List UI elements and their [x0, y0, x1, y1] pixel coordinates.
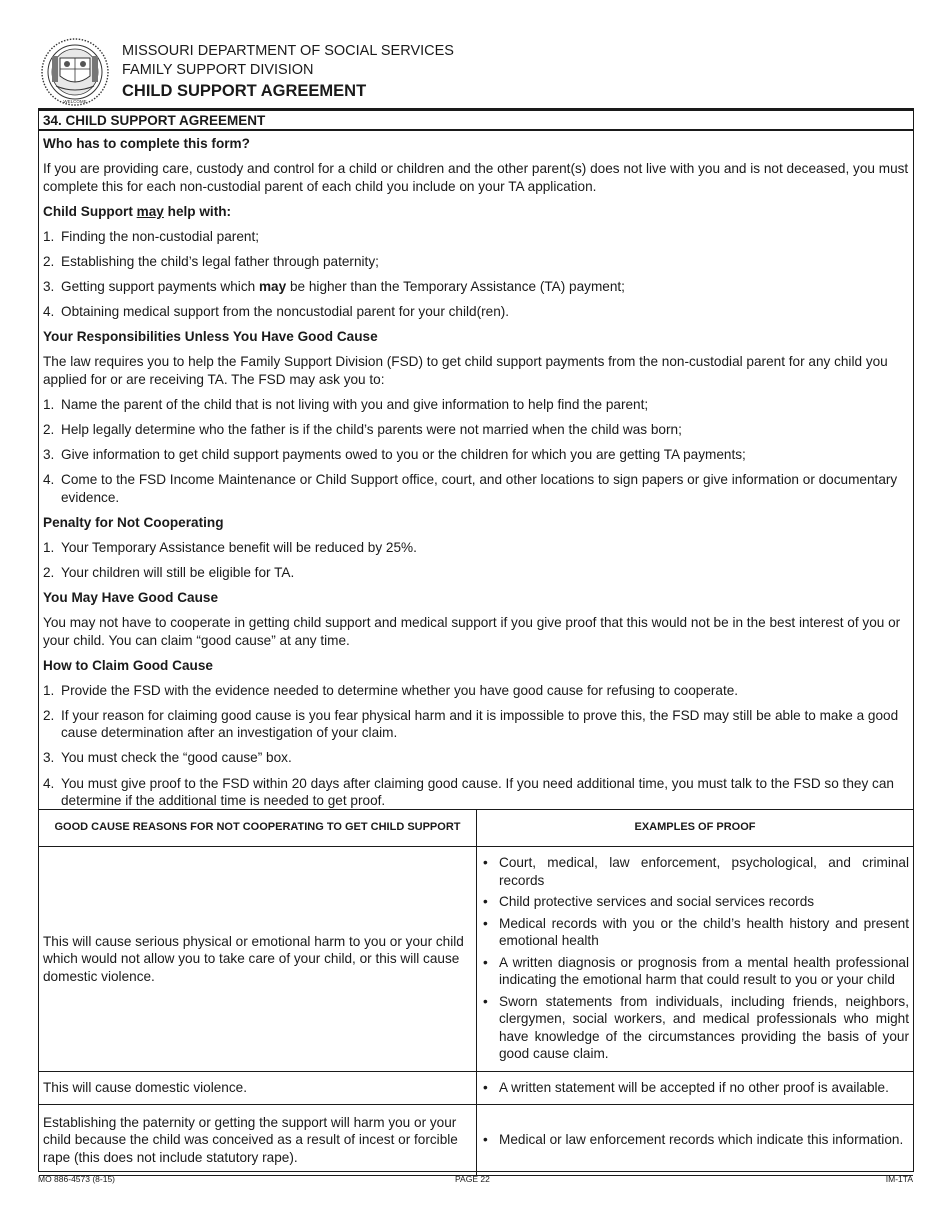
page-number: PAGE 22	[455, 1174, 490, 1184]
list-item: 1. Finding the non-custodial parent;	[43, 228, 259, 244]
section-box	[38, 111, 914, 1172]
proof-column-header: EXAMPLES OF PROOF	[477, 810, 914, 847]
reasons-column-header: GOOD CAUSE REASONS FOR NOT COOPERATING TO GET CHILD SUPPORT	[39, 810, 477, 847]
form-number: MO 886-4573 (8-15)	[38, 1174, 116, 1184]
list-item: 1. Name the parent of the child that is not living with you and give information to help find the parent;	[43, 396, 649, 412]
reason-cell: Establishing the paternity or getting the support will harm you or your child because the child was conceived as a result of incest or forcible rape (this does not include statutory rape).	[39, 1105, 477, 1176]
claim-heading: How to Claim Good Cause	[43, 657, 213, 673]
reason-cell: This will cause serious physical or emotional harm to you or your child which would not allow you to take care of your child, or this will cause domestic violence.	[39, 847, 477, 1072]
form-title: CHILD SUPPORT AGREEMENT	[122, 82, 367, 100]
good-cause-table	[39, 809, 913, 1176]
reason-cell: This will cause domestic violence.	[39, 1071, 477, 1105]
section-content	[43, 135, 910, 817]
who-text: If you are providing care, custody and control for a child or children and the other parent(s) does not live with you and is not deceased, you must complete this for each non-custodial parent of each child you include on your TA application.	[43, 161, 909, 194]
proof-bullet: • Child protective services and social services records	[483, 894, 815, 909]
section-title: 34. CHILD SUPPORT AGREEMENT	[43, 113, 266, 128]
department-name: MISSOURI DEPARTMENT OF SOCIAL SERVICES	[122, 43, 454, 59]
proof-bullet: • Medical or law enforcement records which indicate this information.	[483, 1131, 904, 1147]
proof-cell	[477, 847, 914, 1072]
list-item: 1. Your Temporary Assistance benefit will be reduced by 25%.	[43, 539, 417, 555]
table-row	[39, 847, 913, 1072]
penalty-heading: Penalty for Not Cooperating	[43, 514, 224, 530]
list-item: 4. Obtaining medical support from the noncustodial parent for your child(ren).	[43, 304, 510, 320]
form-header	[38, 36, 913, 108]
table-row	[39, 1071, 913, 1105]
proof-cell	[477, 1071, 914, 1105]
good-cause-heading: You May Have Good Cause	[43, 590, 218, 605]
section-title-rule	[39, 129, 913, 131]
table-header-row	[39, 810, 913, 847]
may-help-heading: Child Support may help with:	[43, 203, 232, 219]
proof-cell	[477, 1105, 914, 1176]
form-code: IM-1TA	[885, 1174, 913, 1184]
list-item: 2. Establishing the child’s legal father through paternity;	[43, 253, 379, 269]
seal-text: WELCOME	[63, 99, 87, 104]
who-heading: Who has to complete this form?	[43, 136, 250, 151]
proof-bullet: • Court, medical, law enforcement, psychological, and criminal records	[483, 855, 909, 888]
list-item: 3. Getting support payments which may be higher than the Temporary Assistance (TA) payment;	[43, 278, 625, 294]
list-item: 4. Come to the FSD Income Maintenance or Child Support office, court, and other locations to sign papers or give information or documentary evidence.	[43, 472, 898, 505]
list-item: 4. You must give proof to the FSD within 20 days after claiming good cause. If you need additional time, you must talk to the FSD so they can determine if the additional time is needed to get proof.	[43, 775, 894, 809]
list-item: 3. Give information to get child support payments owed to you or the children for which you are getting TA payments;	[43, 447, 746, 463]
proof-bullet: • A written statement will be accepted if no other proof is available.	[483, 1079, 889, 1095]
proof-bullet: • Medical records with you or the child’s health history and present emotional health	[483, 915, 909, 948]
table-row	[39, 1105, 913, 1176]
list-item: 3. You must check the “good cause” box.	[43, 750, 292, 766]
proof-bullet: • Sworn statements from individuals, including friends, neighbors, clergymen, social workers, and medical professionals who might have knowledge of the circumstances providing the basis of your good cause claim.	[483, 993, 909, 1061]
list-item: 2. Your children will still be eligible for TA.	[43, 564, 295, 580]
state-seal-icon	[40, 36, 110, 108]
list-item: 2. If your reason for claiming good cause is you fear physical harm and it is impossible to prove this, the FSD may still be able to make a good cause determination after an investigation of your claim.	[43, 707, 899, 741]
list-item: 1. Provide the FSD with the evidence needed to determine whether you have good cause for refusing to cooperate.	[43, 682, 739, 698]
responsibilities-heading: Your Responsibilities Unless You Have Good Cause	[43, 329, 378, 345]
responsibilities-text: The law requires you to help the Family Support Division (FSD) to get child support payments from the non-custodial parent for any child you applied for or are receiving TA. The FSD may ask you to:	[43, 354, 888, 387]
division-name: FAMILY SUPPORT DIVISION	[122, 62, 314, 78]
good-cause-text: You may not have to cooperate in getting child support and medical support if you give proof that this would not be in the best interest of you or your child. You can claim “good cause” at any time.	[43, 615, 901, 648]
proof-bullet: • A written diagnosis or prognosis from a mental health professional indicating the emotional harm that could result to you or your child	[483, 954, 909, 987]
list-item: 2. Help legally determine who the father is if the child’s parents were not married when the child was born;	[43, 421, 682, 437]
